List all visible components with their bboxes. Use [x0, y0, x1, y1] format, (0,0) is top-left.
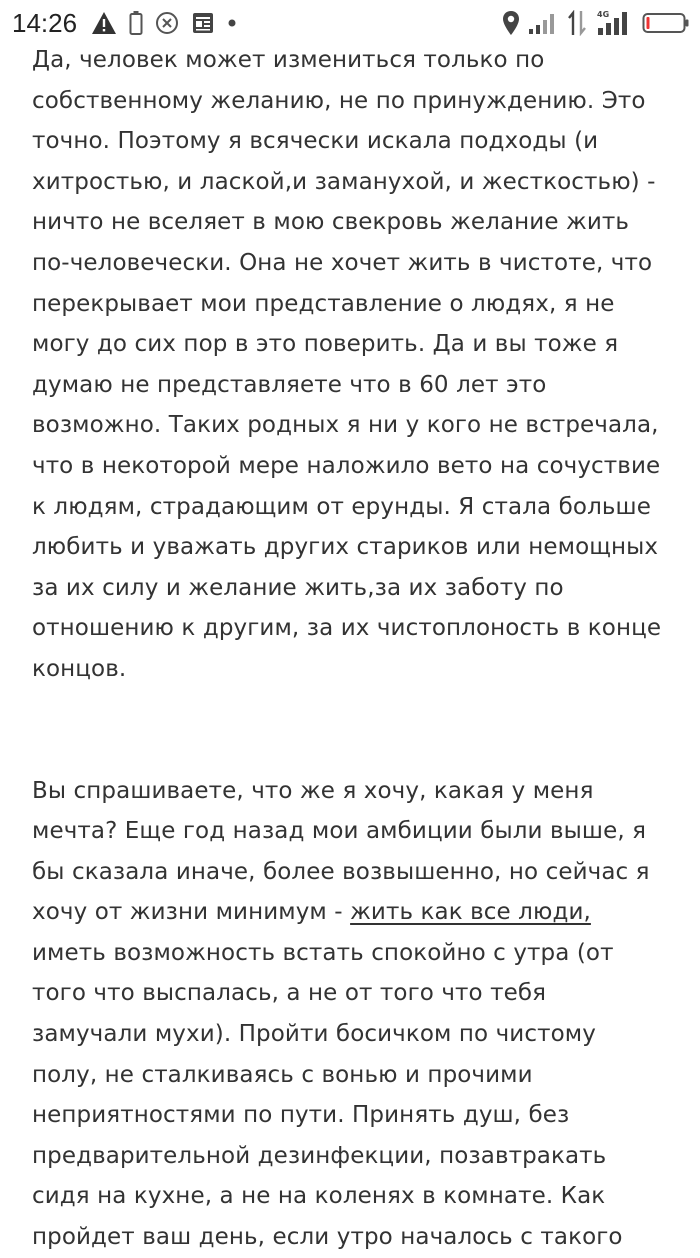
text-line: любить и уважать других стариков или немощных [32, 534, 659, 561]
status-bar [0, 0, 700, 46]
text-line-with-link [32, 892, 672, 933]
text-line: концов. [32, 655, 127, 682]
blocked-icon [155, 11, 179, 35]
text-line: Вы спрашиваете, что же я хочу, какая у меня [32, 777, 594, 804]
paragraph-spacer [32, 690, 672, 771]
data-transfer-icon [566, 10, 588, 36]
text-line: перекрывает мои представление о людях, я не [32, 290, 615, 317]
article-body [32, 40, 672, 1258]
text-line: иметь возможность встать спокойно с утра (от [32, 939, 614, 966]
text-line: хитростью, и лаской,и заманухой, и жесткостью) - [32, 168, 656, 195]
text-line: собственному желанию, не по принуждению. Это [32, 87, 646, 114]
text-line: пройдет ваш день, если утро началось с такого [32, 1224, 623, 1251]
text-line: отношению к другим, за их чистоплоность в конце [32, 615, 662, 642]
text-line: точно. Поэтому я всячески искала подходы (и [32, 128, 599, 155]
article-paragraph-2 [32, 771, 672, 1258]
text-line: думаю не представляете что в 60 лет это [32, 371, 547, 398]
text-line: бы сказала иначе, более возвышенно, но сейчас я [32, 858, 650, 885]
status-time: 14:26 [12, 7, 78, 38]
dot-icon [227, 18, 237, 28]
text-line: Да, человек может измениться только по [32, 47, 545, 73]
network-type-label: 4G [597, 10, 610, 19]
text-line: ничто не вселяет в мою свекровь желание жить [32, 209, 630, 236]
status-bar-right [502, 9, 690, 37]
inline-link[interactable]: жить как все люди, [350, 899, 591, 926]
text-line: к людям, страдающим от ерунды. Я стала больше [32, 493, 651, 520]
text-line: сидя на кухне, а не на коленях в комнате. Как [32, 1183, 606, 1210]
article-paragraph-1 [32, 40, 672, 690]
text-line: за их силу и желание жить,за их заботу по [32, 574, 564, 601]
text-line: замучали мухи). Пройти босичком по чистому [32, 1021, 596, 1048]
text-line: могу до сих пор в это поверить. Да и вы тоже я [32, 331, 619, 358]
text-line: неприятностями по пути. Принять душ, без [32, 1102, 570, 1129]
warning-icon [91, 11, 117, 35]
text-line: по-человечески. Она не хочет жить в чистоте, что [32, 249, 653, 276]
text-line: мечта? Еще год назад мои амбиции были выше, я [32, 818, 647, 845]
text-line: что в некоторой мере наложило вето на сочуствие [32, 452, 661, 479]
text-line: полу, не сталкиваясь с вонью и прочими [32, 1061, 533, 1088]
signal-icon [528, 11, 558, 35]
location-icon [502, 10, 520, 36]
status-bar-left [12, 8, 249, 39]
battery-saver-icon [129, 10, 143, 36]
text-line: предварительной дезинфекции, позавтракать [32, 1142, 607, 1169]
text-segment: хочу от жизни минимум - [32, 899, 351, 926]
battery-icon [642, 11, 690, 35]
signal-4g-icon [596, 9, 634, 37]
text-line: того что выспалась, а не от того что тебя [32, 980, 547, 1007]
text-line: возможно. Таких родных я ни у кого не встречала, [32, 412, 659, 439]
news-icon [191, 11, 215, 35]
